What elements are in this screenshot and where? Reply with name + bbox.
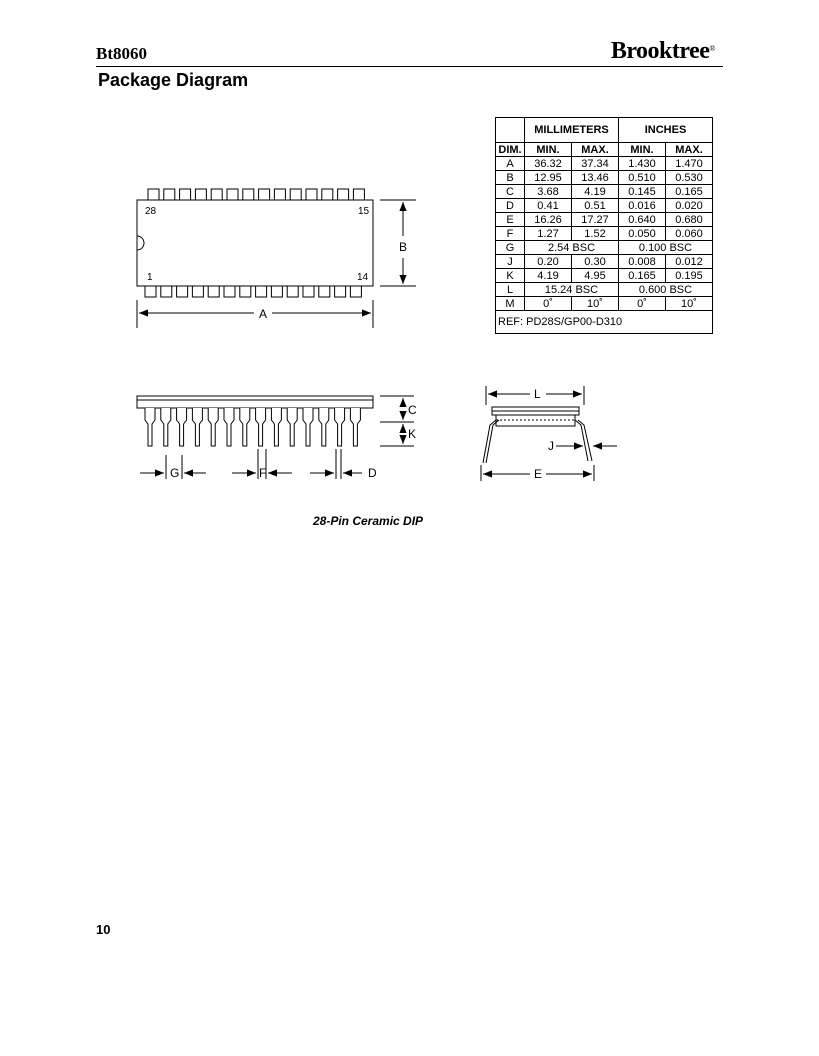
cell-in-max: 0.165: [666, 185, 713, 199]
top-pin: [335, 286, 346, 297]
cell-in-min: 0.510: [619, 171, 666, 185]
top-pin: [322, 189, 333, 200]
cell-dim: D: [496, 199, 525, 213]
brand-name: Brooktree: [610, 38, 710, 64]
table-col-dim: DIM.: [496, 143, 525, 157]
dim-label-f: F: [259, 466, 267, 480]
table-reference: REF: PD28S/GP00-D310: [496, 311, 713, 334]
cell-mm-bsc: 2.54 BSC: [525, 241, 619, 255]
top-pins-upper: [148, 189, 364, 200]
cell-mm-min: 0.20: [525, 255, 572, 269]
cell-mm-min: 16.26: [525, 213, 572, 227]
cell-mm-min: 36.32: [525, 157, 572, 171]
side-view-body: [137, 396, 373, 408]
top-pin: [353, 189, 364, 200]
cell-in-bsc: 0.100 BSC: [619, 241, 713, 255]
top-pin: [306, 189, 317, 200]
top-pin: [271, 286, 282, 297]
cell-in-min: 1.430: [619, 157, 666, 171]
table-group-mm: MILLIMETERS: [525, 118, 619, 143]
side-pin: [177, 408, 187, 446]
cell-mm-min: 12.95: [525, 171, 572, 185]
end-view-right-lead: [575, 420, 588, 461]
dim-label-a: A: [259, 307, 268, 321]
dim-label-l: L: [534, 387, 541, 401]
top-pin: [195, 189, 206, 200]
cell-mm-max: 10˚: [572, 297, 619, 311]
table-col-in-min: MIN.: [619, 143, 666, 157]
side-pin: [303, 408, 313, 446]
side-pin: [208, 408, 218, 446]
cell-mm-max: 4.95: [572, 269, 619, 283]
cell-in-min: 0˚: [619, 297, 666, 311]
cell-mm-min: 4.19: [525, 269, 572, 283]
cell-dim: J: [496, 255, 525, 269]
registered-mark: ®: [709, 44, 715, 53]
cell-in-min: 0.016: [619, 199, 666, 213]
page-title: Package Diagram: [98, 70, 249, 90]
top-pin: [350, 286, 361, 297]
side-pin: [287, 408, 297, 446]
cell-in-min: 0.008: [619, 255, 666, 269]
cell-in-min: 0.050: [619, 227, 666, 241]
dim-label-e: E: [534, 467, 543, 481]
cell-dim: A: [496, 157, 525, 171]
side-pin: [161, 408, 171, 446]
top-view: [137, 189, 416, 328]
cell-in-min: 0.165: [619, 269, 666, 283]
cell-in-min: 0.145: [619, 185, 666, 199]
pin-label-15: 15: [358, 206, 370, 217]
figure-caption: 28-Pin Ceramic DIP: [313, 514, 424, 528]
cell-mm-min: 0.41: [525, 199, 572, 213]
top-pin: [338, 189, 349, 200]
top-pin: [208, 286, 219, 297]
side-pin: [335, 408, 345, 446]
cell-mm-max: 0.51: [572, 199, 619, 213]
cell-mm-bsc: 15.24 BSC: [525, 283, 619, 297]
page-number: 10: [96, 922, 111, 937]
dim-label-g: G: [170, 466, 180, 480]
cell-dim: G: [496, 241, 525, 255]
top-pin: [227, 189, 238, 200]
side-pin: [145, 408, 155, 446]
table-col-mm-min: MIN.: [525, 143, 572, 157]
cell-dim: C: [496, 185, 525, 199]
top-pin: [287, 286, 298, 297]
dim-label-k: K: [408, 427, 417, 441]
top-pin: [145, 286, 156, 297]
side-pin: [319, 408, 329, 446]
top-pin: [180, 189, 191, 200]
pin-label-28: 28: [145, 206, 157, 217]
dim-label-j: J: [548, 439, 554, 453]
table-col-in-max: MAX.: [666, 143, 713, 157]
top-pin: [192, 286, 203, 297]
cell-mm-max: 4.19: [572, 185, 619, 199]
dim-label-d: D: [368, 466, 377, 480]
cell-dim: K: [496, 269, 525, 283]
top-pin: [274, 189, 285, 200]
side-pin: [240, 408, 250, 446]
dim-label-b: B: [399, 240, 408, 254]
top-pin: [256, 286, 267, 297]
cell-mm-max: 37.34: [572, 157, 619, 171]
cell-mm-max: 13.46: [572, 171, 619, 185]
top-pin: [224, 286, 235, 297]
top-pin: [148, 189, 159, 200]
pin-label-1: 1: [147, 272, 153, 283]
table-col-mm-max: MAX.: [572, 143, 619, 157]
side-pins: [145, 408, 360, 446]
side-pin: [256, 408, 266, 446]
dim-label-c: C: [408, 403, 417, 417]
pin-label-14: 14: [357, 272, 369, 283]
end-view: [481, 386, 617, 481]
cell-dim: B: [496, 171, 525, 185]
cell-dim: L: [496, 283, 525, 297]
cell-in-max: 0.012: [666, 255, 713, 269]
cell-in-max: 0.530: [666, 171, 713, 185]
top-pin: [164, 189, 175, 200]
top-pin: [259, 189, 270, 200]
cell-mm-max: 17.27: [572, 213, 619, 227]
cell-in-max: 0.195: [666, 269, 713, 283]
cell-dim: M: [496, 297, 525, 311]
top-pin: [243, 189, 254, 200]
side-pin: [192, 408, 202, 446]
cell-dim: E: [496, 213, 525, 227]
header-part-number: Bt8060: [96, 44, 147, 63]
top-pin: [177, 286, 188, 297]
cell-in-max: 10˚: [666, 297, 713, 311]
table-group-in: INCHES: [619, 118, 713, 143]
top-pin: [290, 189, 301, 200]
top-pin: [211, 189, 222, 200]
side-pin: [350, 408, 360, 446]
cell-in-bsc: 0.600 BSC: [619, 283, 713, 297]
side-pin: [224, 408, 234, 446]
cell-mm-max: 0.30: [572, 255, 619, 269]
cell-in-max: 1.470: [666, 157, 713, 171]
top-pins-lower: [145, 286, 361, 297]
cell-in-max: 0.060: [666, 227, 713, 241]
cell-mm-max: 1.52: [572, 227, 619, 241]
cell-mm-min: 3.68: [525, 185, 572, 199]
top-view-body: [137, 200, 373, 286]
cell-dim: F: [496, 227, 525, 241]
top-pin: [161, 286, 172, 297]
top-pin: [240, 286, 251, 297]
cell-in-max: 0.680: [666, 213, 713, 227]
top-pin: [303, 286, 314, 297]
cell-in-max: 0.020: [666, 199, 713, 213]
side-pin: [271, 408, 281, 446]
top-pin: [319, 286, 330, 297]
cell-mm-min: 0˚: [525, 297, 572, 311]
cell-mm-min: 1.27: [525, 227, 572, 241]
cell-in-min: 0.640: [619, 213, 666, 227]
